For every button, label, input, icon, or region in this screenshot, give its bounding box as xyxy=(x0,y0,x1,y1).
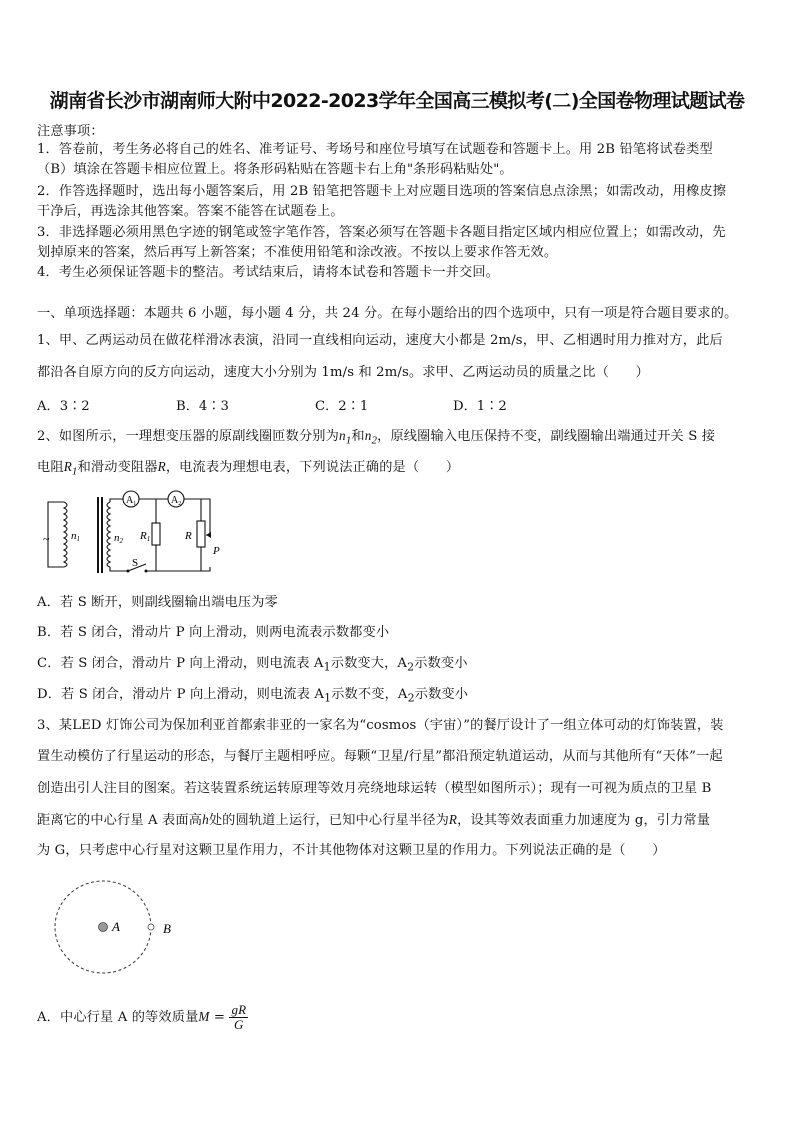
q2-option-b: B．若 S 闭合，滑动片 P 向上滑动，则两电流表示数都变小 xyxy=(37,625,390,640)
ammeter-a1-label: $A_1$ xyxy=(126,495,137,507)
notice-item: 3．非选择题必须用黑色字迹的钢笔或签字笔作答，答案必须写在答题卡各题目指定区域内相应位置上；如需改动，先 xyxy=(37,225,726,240)
orbit-diagram xyxy=(48,878,188,978)
mass-formula-fraction: $\frac{gR}{G}$ xyxy=(231,1002,247,1032)
slider-p-label: P xyxy=(213,545,220,557)
n2-label: n2 xyxy=(114,532,123,545)
q1-option-a: A．3∶2 xyxy=(37,399,90,414)
q2-stem: 2、如图所示，一理想变压器的原副线圈匝数分别为$n_1$和$n_2$，原线圈输入电压保持不变，副线圈输出端通过开关 S 接 xyxy=(37,428,716,447)
q1-option-d: D．1∶2 xyxy=(453,399,507,414)
n1-label: n1 xyxy=(71,530,80,543)
q1-stem: 都沿各自原方向的反方向运动，速度大小分别为 1m/s 和 2m/s。求甲、乙两运动员的质量之比（ ） xyxy=(37,365,649,380)
satellite-b-marker xyxy=(148,924,154,930)
planet-a-label: A xyxy=(112,919,120,934)
transformer-circuit-diagram xyxy=(38,485,228,580)
q2-stem: 电阻$R_1$和滑动变阻器R，电流表为理想电表，下列说法正确的是（ ） xyxy=(37,459,460,478)
notice-heading: 注意事项： xyxy=(37,124,104,139)
planet-a-marker xyxy=(99,923,108,932)
r-label: R xyxy=(185,530,192,542)
notice-item: 划掉原来的答案，然后再写上新答案；不准使用铅笔和涂改液。不按以上要求作答无效。 xyxy=(37,245,558,260)
q3-stem: 置生动模仿了行星运动的形态，与餐厅主题相呼应。每颗“卫星/行星”都沿预定轨道运动，从而与其他所有“天体”一起 xyxy=(37,749,723,764)
q3-option-a: A．中心行星 A 的等效质量M = $\frac{gR}{G}$ xyxy=(37,1002,247,1032)
q3-stem: 距离它的中心行星 A 表面高h处的圆轨道上运行，已知中心行星半径为R，设其等效表面重力加速度为 g，引力常量 xyxy=(37,812,711,828)
switch-s-label: S xyxy=(132,557,139,569)
satellite-b-label: B xyxy=(163,921,171,936)
q2-option-a: A．若 S 断开，则副线圈输出端电压为零 xyxy=(37,595,278,610)
section-heading: 一、单项选择题：本题共 6 小题，每小题 4 分，共 24 分。在每小题给出的四个选项中，只有一项是符合题目要求的。 xyxy=(37,306,738,321)
page-title: 湖南省长沙市湖南师大附中2022-2023学年全国高三模拟考(二)全国卷物理试题试卷 xyxy=(49,90,745,112)
q3-stem: 为 G，只考虑中心行星对这颗卫星作用力，不计其他物体对这颗卫星的作用力。下列说法正确的是（ ） xyxy=(37,843,666,858)
notice-item: （B）填涂在答题卡相应位置上。将条形码粘贴在答题卡右上角"条形码粘贴处"。 xyxy=(37,162,513,177)
notice-item: 干净后，再选涂其他答案。答案不能答在试题卷上。 xyxy=(37,204,344,219)
notice-item: 4．考生必须保证答题卡的整洁。考试结束后，请将本试卷和答题卡一并交回。 xyxy=(37,265,500,280)
q1-option-c: C．2∶1 xyxy=(315,399,369,414)
ac-source-symbol: ~ xyxy=(43,532,50,546)
q2-option-d: D．若 S 闭合，滑动片 P 向上滑动，则电流表 $A_1$示数不变，$A_2$示数变小 xyxy=(37,687,469,705)
q1-option-b: B．4∶3 xyxy=(176,399,229,414)
q1-stem: 1、甲、乙两运动员在做花样滑冰表演，沿同一直线相向运动，速度大小都是 2m/s，甲、乙相遇时用力推对方，此后 xyxy=(37,333,723,348)
ammeter-a2-label: $A_2$ xyxy=(171,495,182,507)
q3-stem: 3、某LED 灯饰公司为保加利亚首都索非亚的一家名为“cosmos（宇宙）”的餐厅设计了一组立体可动的灯饰装置，装 xyxy=(37,718,724,733)
notice-item: 1．答卷前，考生务必将自己的姓名、准考证号、考场号和座位号填写在试题卷和答题卡上。用 2B 铅笔将试卷类型 xyxy=(37,142,713,157)
q3-stem: 创造出引人注目的图案。若这装置系统运转原理等效月亮绕地球运转（模型如图所示）；现有一可视为质点的卫星 B xyxy=(37,781,712,796)
r1-label: R1 xyxy=(140,530,151,543)
q2-option-c: C．若 S 闭合，滑动片 P 向上滑动，则电流表 $A_1$示数变大，$A_2$示数变小 xyxy=(37,656,468,674)
notice-item: 2．作答选择题时，选出每小题答案后，用 2B 铅笔把答题卡上对应题目选项的答案信息点涂黑；如需改动，用橡皮擦 xyxy=(37,184,727,199)
